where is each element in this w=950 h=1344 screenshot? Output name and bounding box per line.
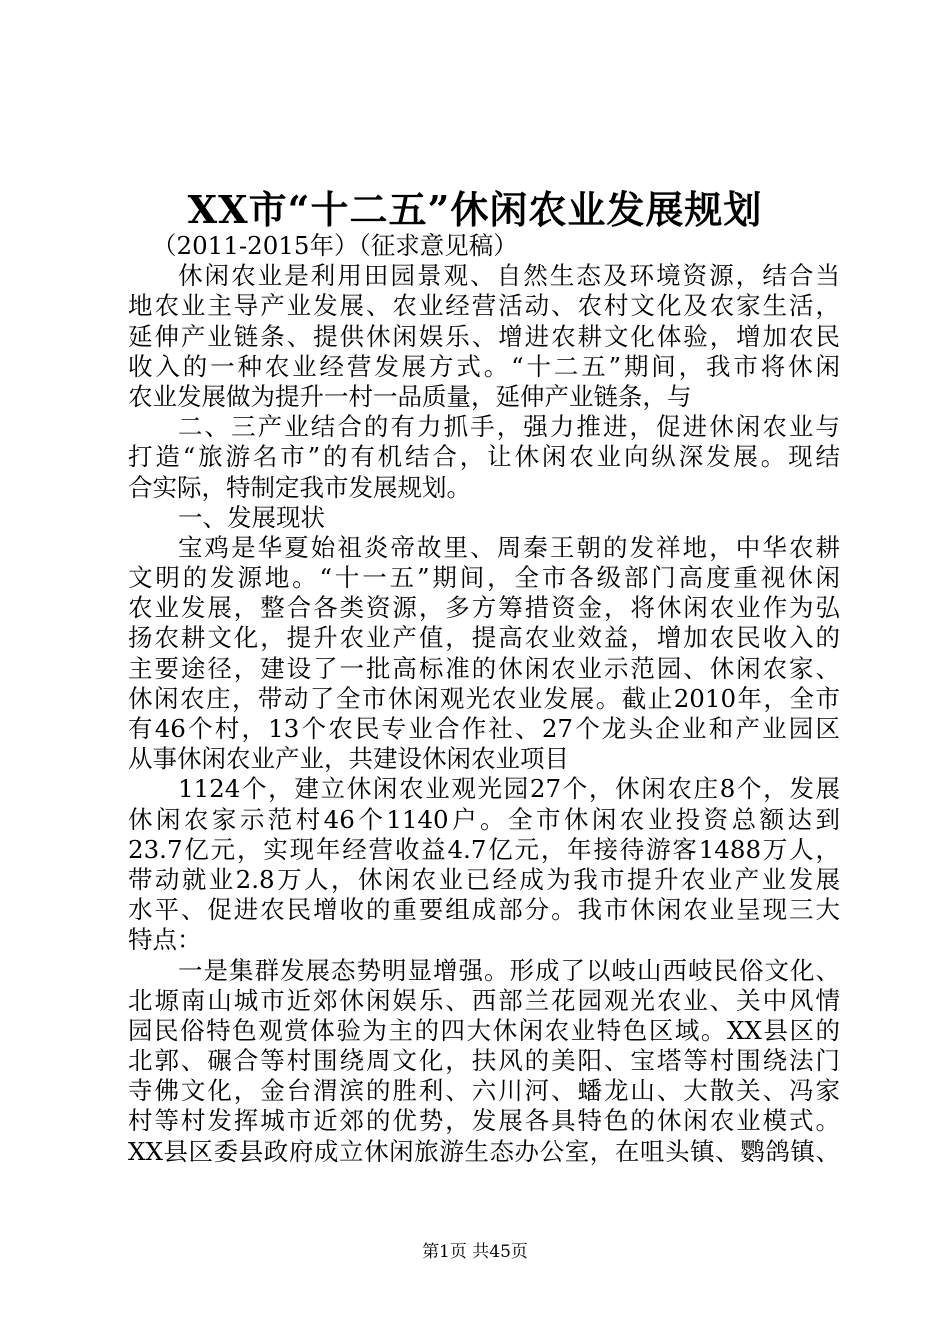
page-number-footer: 第1页 共45页 bbox=[422, 1242, 528, 1262]
paragraph-line: 宝鸡是华夏始祖炎帝故里、周秦王朝的发祥地，中华农耕 bbox=[178, 532, 840, 562]
paragraph-line: 水平、促进农民增收的重要组成部分。我市休闲农业呈现三大 bbox=[128, 895, 840, 925]
paragraph-line: 北塬南山城市近郊休闲娱乐、西部兰花园观光农业、关中风情 bbox=[128, 985, 840, 1015]
paragraph-line: 1124个，建立休闲农业观光园27个，休闲农庄8个，发展 bbox=[178, 774, 840, 804]
paragraph-line: 扬农耕文化，提升农业产值，提高农业效益，增加农民收入的 bbox=[128, 623, 840, 653]
paragraph-line: 寺佛文化，金台渭滨的胜利、六川河、蟠龙山、大散关、冯家 bbox=[128, 1076, 840, 1106]
paragraph-line: 一是集群发展态势明显增强。形成了以岐山西岐民俗文化、 bbox=[178, 955, 840, 985]
paragraph-line: 园民俗特色观赏体验为主的四大休闲农业特色区域。XX县区的 bbox=[128, 1015, 840, 1045]
document-title: XX市“十二五”休闲农业发展规划 bbox=[187, 187, 763, 232]
paragraph-line: 主要途径，建设了一批高标准的休闲农业示范园、休闲农家、 bbox=[128, 653, 840, 683]
paragraph-line: 文明的发源地。“十一五”期间，全市各级部门高度重视休闲 bbox=[128, 563, 840, 593]
paragraph-line: 休闲农家示范村46个1140户。全市休闲农业投资总额达到 bbox=[128, 804, 840, 834]
paragraph-line: 打造“旅游名市”的有机结合，让休闲农业向纵深发展。现结 bbox=[128, 442, 840, 472]
paragraph-line: 北郭、碾合等村围绕周文化，扶风的美阳、宝塔等村围绕法门 bbox=[128, 1046, 840, 1076]
paragraph-line: 农业发展做为提升一村一品质量，延伸产业链条，与 bbox=[128, 381, 692, 411]
paragraph-line: 收入的一种农业经营发展方式。“十二五”期间，我市将休闲 bbox=[128, 351, 840, 381]
paragraph-line: 地农业主导产业发展、农业经营活动、农村文化及农家生活， bbox=[128, 291, 840, 321]
paragraph-line: 特点： bbox=[128, 925, 202, 955]
paragraph-line: XX县区委县政府成立休闲旅游生态办公室，在咀头镇、鹦鸽镇、 bbox=[128, 1136, 840, 1166]
section-heading: 一、发展现状 bbox=[178, 502, 325, 532]
paragraph-line: 二、三产业结合的有力抓手，强力推进，促进休闲农业与 bbox=[178, 412, 840, 442]
paragraph-line: 合实际，特制定我市发展规划。 bbox=[128, 472, 471, 502]
subtitle-line: （2011-2015年）（征求意见稿） bbox=[152, 231, 518, 260]
paragraph-line: 有46个村，13个农民专业合作社、27个龙头企业和产业园区 bbox=[128, 714, 840, 743]
paragraph-line: 农业发展，整合各类资源，多方筹措资金，将休闲农业作为弘 bbox=[128, 593, 840, 623]
paragraph-line: 休闲农庄，带动了全市休闲观光农业发展。截止2010年，全市 bbox=[128, 683, 840, 713]
paragraph-line: 带动就业2.8万人，休闲农业已经成为我市提升农业产业发展 bbox=[128, 864, 840, 894]
document-body bbox=[128, 231, 840, 1167]
paragraph-line: 23.7亿元，实现年经营收益4.7亿元，年接待游客1488万人， bbox=[128, 834, 840, 864]
paragraph-line: 村等村发挥城市近郊的优势，发展各具特色的休闲农业模式。 bbox=[128, 1106, 840, 1136]
paragraph-line: 从事休闲农业产业，共建设休闲农业项目 bbox=[128, 744, 569, 774]
paragraph-line: 延伸产业链条、提供休闲娱乐、增进农耕文化体验，增加农民 bbox=[128, 321, 840, 351]
paragraph-line: 休闲农业是利用田园景观、自然生态及环境资源，结合当 bbox=[178, 261, 840, 291]
